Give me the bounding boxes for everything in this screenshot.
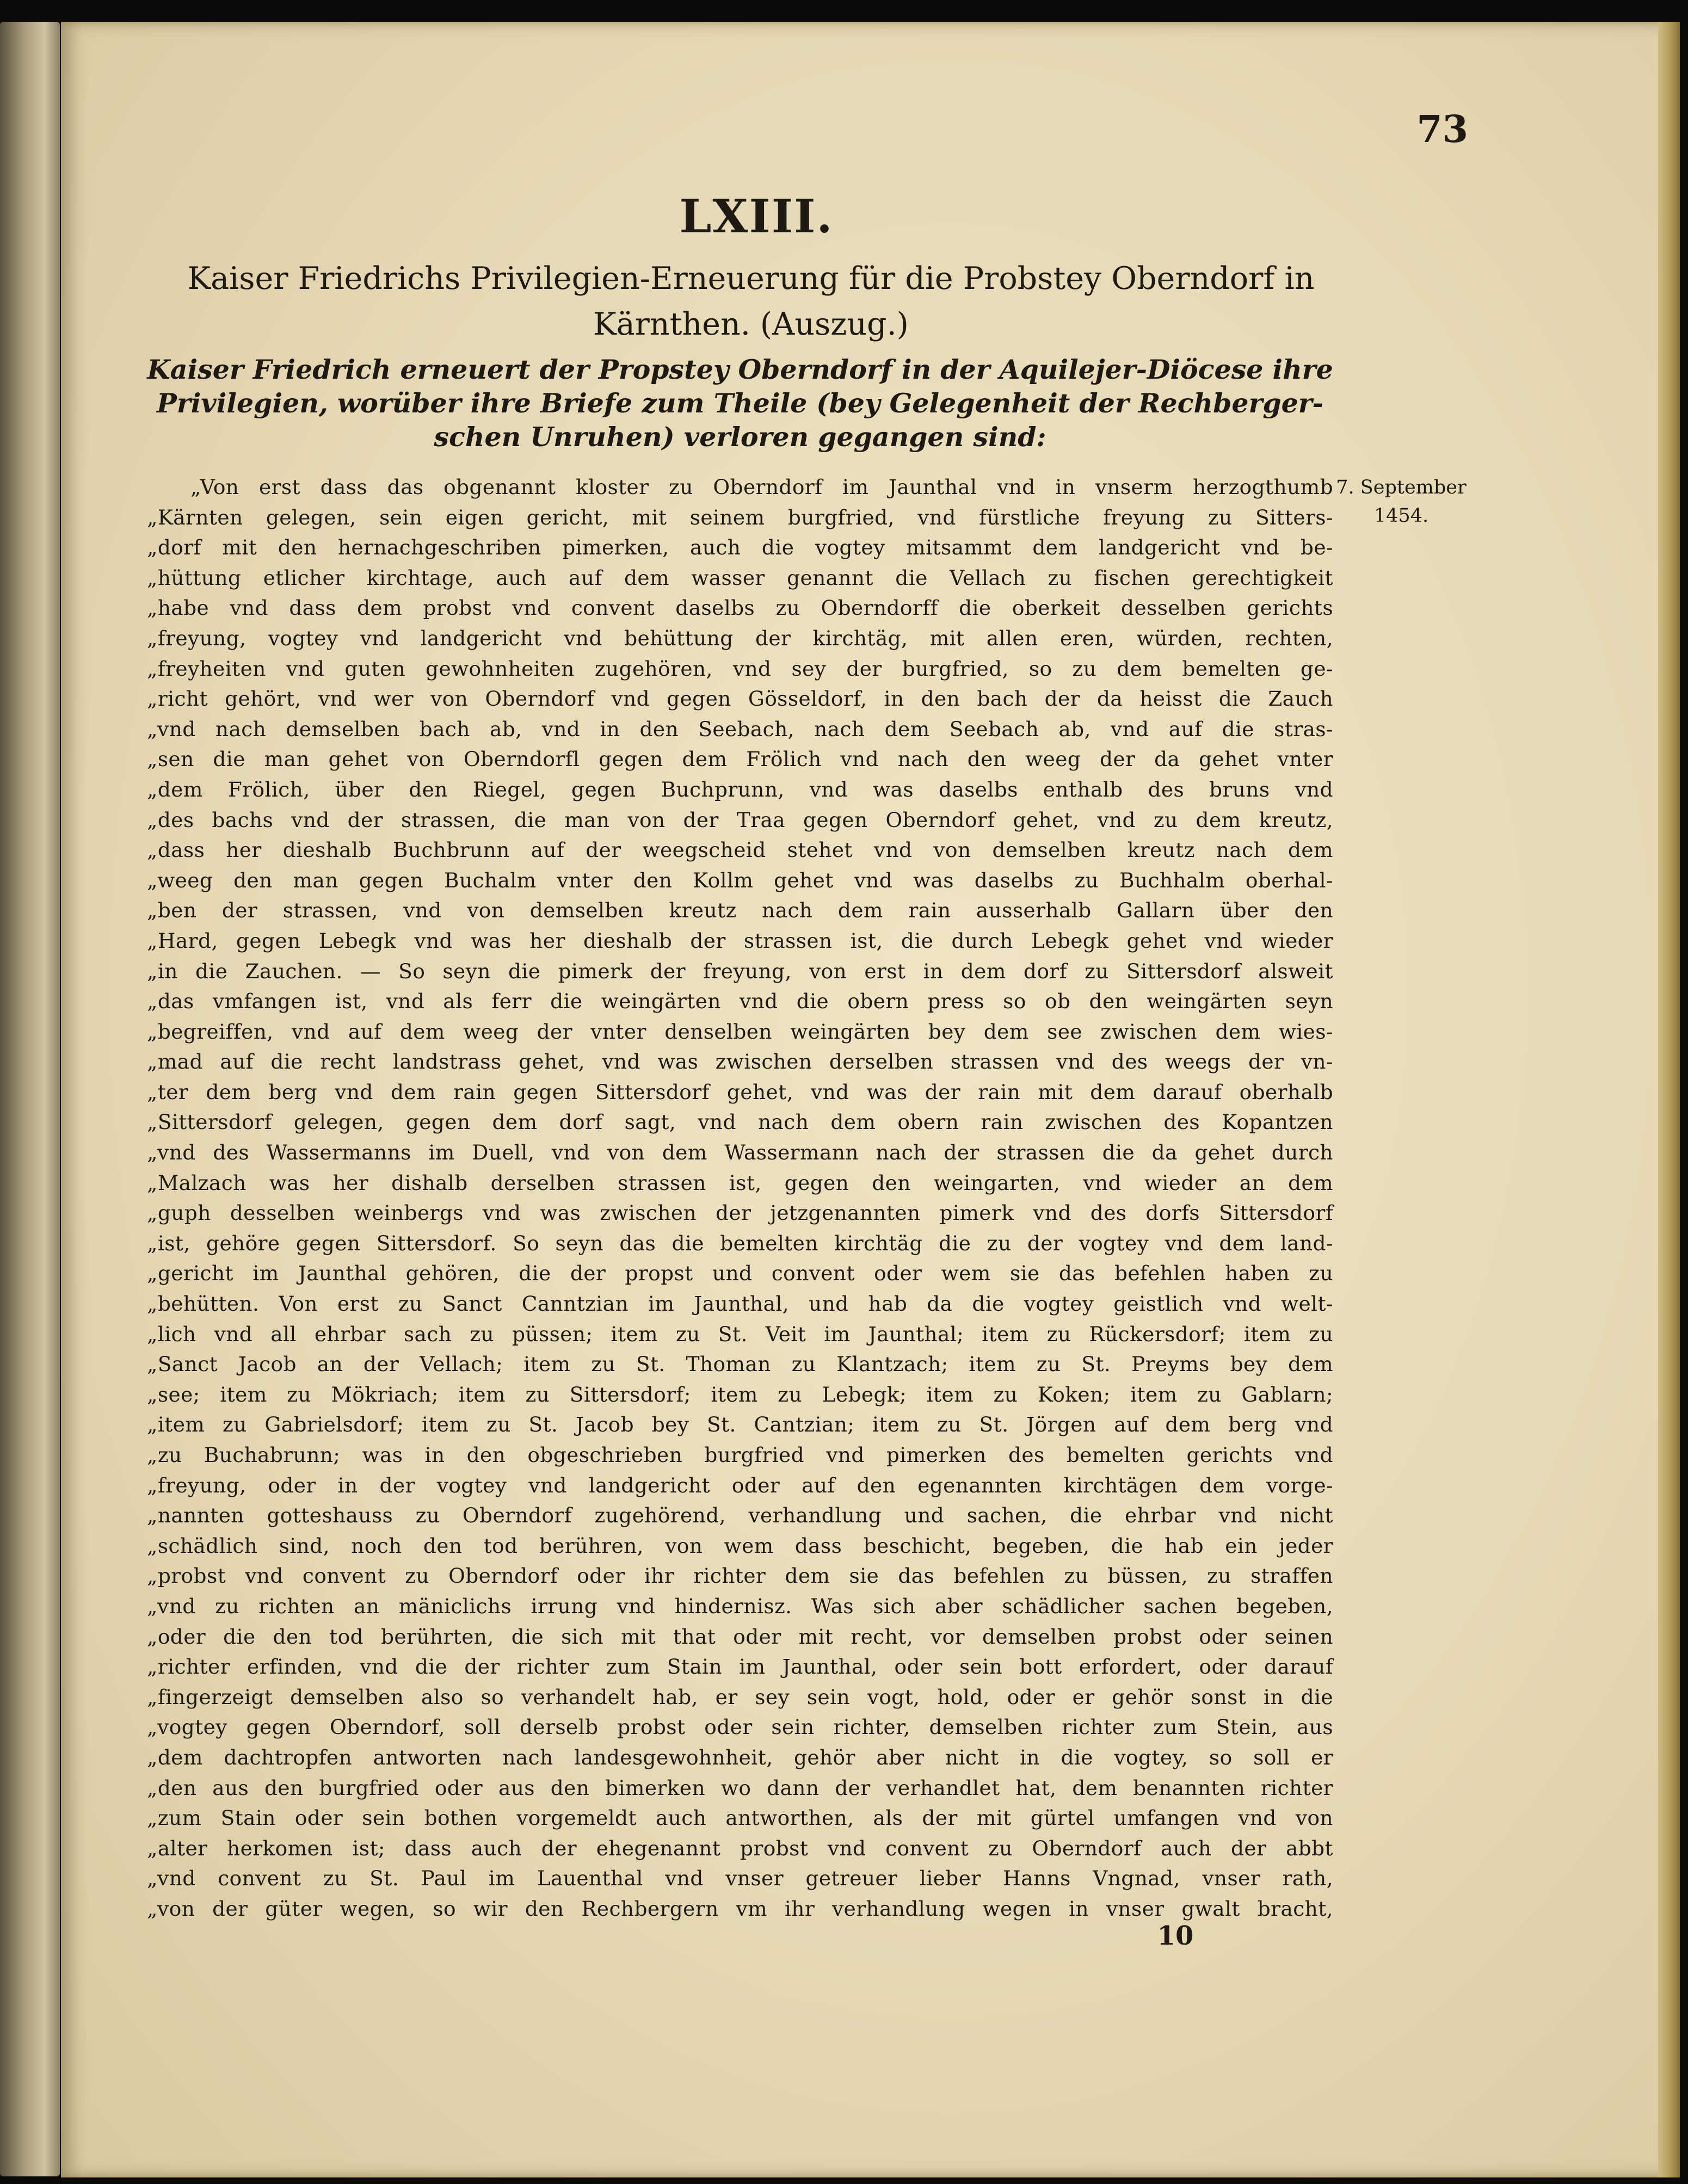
body-text-line: „mad auf die recht landstrass gehet, vnd was zwischen derselben strassen vnd des weegs der vn- <box>147 1050 1333 1074</box>
summary-line: Privilegien, worüber ihre Briefe zum Theile (bey Gelegenheit der Rechberger- <box>157 387 1323 419</box>
body-text-line: „see; item zu Mökriach; item zu Sittersdorf; item zu Lebegk; item zu Koken; item zu Gablarn; <box>147 1382 1333 1406</box>
page-number: 73 <box>1416 108 1468 151</box>
body-text-line: „ben der strassen, vnd von demselben kreutz nach dem rain ausserhalb Gallarn über den <box>147 898 1333 923</box>
body-text-line: „von der güter wegen, so wir den Rechbergern vm ihr verhandlung wegen in vnser gwalt bracht, <box>147 1896 1333 1921</box>
body-text-line: „sen die man gehet von Oberndorfl gegen dem Frölich vnd nach den weeg der da gehet vnter <box>147 747 1333 772</box>
body-text-line: „freyung, vogtey vnd landgericht vnd behüttung der kirchtäg, mit allen eren, würden, rechten, <box>147 626 1333 650</box>
summary-line: schen Unruhen) verloren gegangen sind: <box>434 421 1046 453</box>
body-text-line: „des bachs vnd der strassen, die man von der Traa gegen Oberndorf gehet, vnd zu dem kreutz, <box>147 807 1333 832</box>
body-text-line: „Malzach was her dishalb derselben strassen ist, gegen den weingarten, vnd wieder an dem <box>147 1170 1333 1195</box>
body-text-line: „dem dachtropfen antworten nach landesgewohnheit, gehör aber nicht in die vogtey, so soll er <box>147 1745 1333 1769</box>
body-text-line: „in die Zauchen. — So seyn die pimerk der freyung, von erst in dem dorf zu Sittersdorf alsweit <box>147 959 1333 983</box>
document-title-line: Kärnthen. (Auszug.) <box>593 306 909 342</box>
body-text-line: „das vmfangen ist, vnd als ferr die weingärten vnd die obern press so ob den weingärten seyn <box>147 989 1333 1014</box>
body-text-line: „vnd des Wassermanns im Duell, vnd von dem Wassermann nach der strassen die da gehet durch <box>147 1140 1333 1165</box>
body-text-line: „lich vnd all ehrbar sach zu püssen; item zu St. Veit im Jaunthal; item zu Rückersdorf; item zu <box>147 1322 1333 1346</box>
book-left-page-edge <box>0 22 60 2176</box>
body-text-line: „den aus den burgfried oder aus den bimerken wo dann der verhandlet hat, dem benannten richter <box>147 1775 1333 1800</box>
body-text-line: „item zu Gabrielsdorf; item zu St. Jacob bey St. Cantzian; item zu St. Jörgen auf dem berg vnd <box>147 1412 1333 1437</box>
body-text-line: „vnd convent zu St. Paul im Lauenthal vnd vnser getreuer lieber Hanns Vngnad, vnser rath, <box>147 1866 1333 1891</box>
body-text-line: „vogtey gegen Oberndorf, soll derselb probst oder sein richter, demselben richter zum Stein, aus <box>147 1715 1333 1739</box>
body-text-line: „probst vnd convent zu Oberndorf oder ihr richter dem sie das befehlen zu büssen, zu straffen <box>147 1564 1333 1588</box>
body-text-line: „freyheiten vnd guten gewohnheiten zugehören, vnd sey der burgfried, so zu dem bemelten ge- <box>147 656 1333 681</box>
body-text-line: „vnd nach demselben bach ab, vnd in den Seebach, nach dem Seebach ab, vnd auf die stras- <box>147 717 1333 741</box>
body-text-line: „behütten. Von erst zu Sanct Canntzian im Jaunthal, und hab da die vogtey geistlich vnd welt- <box>147 1292 1333 1316</box>
body-text-line: „freyung, oder in der vogtey vnd landgericht oder auf den egenannten kirchtägen dem vorge- <box>147 1473 1333 1497</box>
body-text-line: „weeg den man gegen Buchalm vnter den Kollm gehet vnd was daselbs zu Buchhalm oberhal- <box>147 868 1333 892</box>
body-text <box>147 472 1333 1924</box>
body-text-line: „richter erfinden, vnd die der richter zum Stain im Jaunthal, oder sein bott erfordert, oder darauf <box>147 1655 1333 1679</box>
document-title <box>163 256 1339 347</box>
margin-date-note <box>1333 473 1469 530</box>
body-text-line: „ist, gehöre gegen Sittersdorf. So seyn das die bemelten kirchtäg die zu der vogtey vnd dem land- <box>147 1231 1333 1255</box>
summary-line: Kaiser Friedrich erneuert der Propstey Oberndorf in der Aquilejer-Diöcese ihre <box>147 354 1333 385</box>
signature-mark: 10 <box>1157 1921 1194 1951</box>
body-text-line: „vnd zu richten an mäniclichs irrung vnd hindernisz. Was sich aber schädlicher sachen begeben, <box>147 1594 1333 1618</box>
body-text-line: „fingerzeigt demselben also so verhandelt hab, er sey sein vogt, hold, oder er gehör sonst in die <box>147 1685 1333 1709</box>
page-edge-right <box>1658 22 1680 2177</box>
body-text-line: „oder die den tod berührten, die sich mit that oder mit recht, vor demselben probst oder seinen <box>147 1624 1333 1649</box>
body-text-line: „alter herkomen ist; dass auch der ehegenannt probst vnd convent zu Oberndorf auch der abbt <box>147 1836 1333 1860</box>
body-text-line: „habe vnd dass dem probst vnd convent daselbs zu Oberndorff die oberkeit desselben gerichts <box>147 596 1333 620</box>
body-text-line: „guph desselben weinbergs vnd was zwischen der jetzgenannten pimerk vnd des dorfs Sittersdorf <box>147 1201 1333 1225</box>
body-text-line: „dorf mit den hernachgeschriben pimerken, auch die vogtey mitsammt dem landgericht vnd be- <box>147 535 1333 560</box>
body-text-line: „Von erst dass das obgenannt kloster zu Oberndorf im Jaunthal vnd in vnserm herzogthumb <box>190 475 1333 499</box>
document-summary <box>147 353 1333 454</box>
margin-note-line: 7. September <box>1336 477 1467 498</box>
body-text-line: „dass her dieshalb Buchbrunn auf der weegscheid stehet vnd von demselben kreutz nach dem <box>147 838 1333 862</box>
body-text-line: „Sanct Jacob an der Vellach; item zu St. Thoman zu Klantzach; item zu St. Preyms bey dem <box>147 1352 1333 1377</box>
body-text-line: „Hard, gegen Lebegk vnd was her dieshalb der strassen ist, die durch Lebegk gehet vnd wieder <box>147 928 1333 953</box>
body-text-line: „richt gehört, vnd wer von Oberndorf vnd gegen Gösseldorf, in den bach der da heisst die Zauch <box>147 687 1333 711</box>
body-text-line: „hüttung etlicher kirchtage, auch auf dem wasser genannt die Vellach zu fischen gerechtigkeit <box>147 565 1333 590</box>
body-text-line: „Sittersdorf gelegen, gegen dem dorf sagt, vnd nach dem obern rain zwischen des Kopantzen <box>147 1110 1333 1134</box>
body-text-line: „ter dem berg vnd dem rain gegen Sittersdorf gehet, vnd was der rain mit dem darauf oberhalb <box>147 1079 1333 1104</box>
body-text-line: „Kärnten gelegen, sein eigen gericht, mit seinem burgfried, vnd fürstliche freyung zu Sitters- <box>147 505 1333 529</box>
body-text-line: „dem Frölich, über den Riegel, gegen Buchprunn, vnd was daselbs enthalb des bruns vnd <box>147 777 1333 801</box>
body-text-line: „schädlich sind, noch den tod berühren, von wem dass beschicht, begeben, die hab ein jeder <box>147 1533 1333 1558</box>
body-text-line: „zu Buchabrunn; was in den obgeschrieben burgfried vnd pimerken des bemelten gerichts vnd <box>147 1443 1333 1467</box>
margin-note-line: 1454. <box>1373 505 1429 527</box>
document-number-heading: LXIII. <box>679 189 834 243</box>
body-text-line: „gericht im Jaunthal gehören, die der propst und convent oder wem sie das befehlen haben zu <box>147 1261 1333 1286</box>
body-text-line: „zum Stain oder sein bothen vorgemeldt auch antworthen, als der mit gürtel umfangen vnd von <box>147 1806 1333 1830</box>
body-text-line: „begreiffen, vnd auf dem weeg der vnter denselben weingärten bey dem see zwischen dem wies- <box>147 1019 1333 1044</box>
body-text-line: „nannten gotteshauss zu Oberndorf zugehörend, verhandlung und sachen, die ehrbar vnd nicht <box>147 1503 1333 1528</box>
document-title-line: Kaiser Friedrichs Privilegien-Erneuerung für die Probstey Oberndorf in <box>187 261 1315 297</box>
